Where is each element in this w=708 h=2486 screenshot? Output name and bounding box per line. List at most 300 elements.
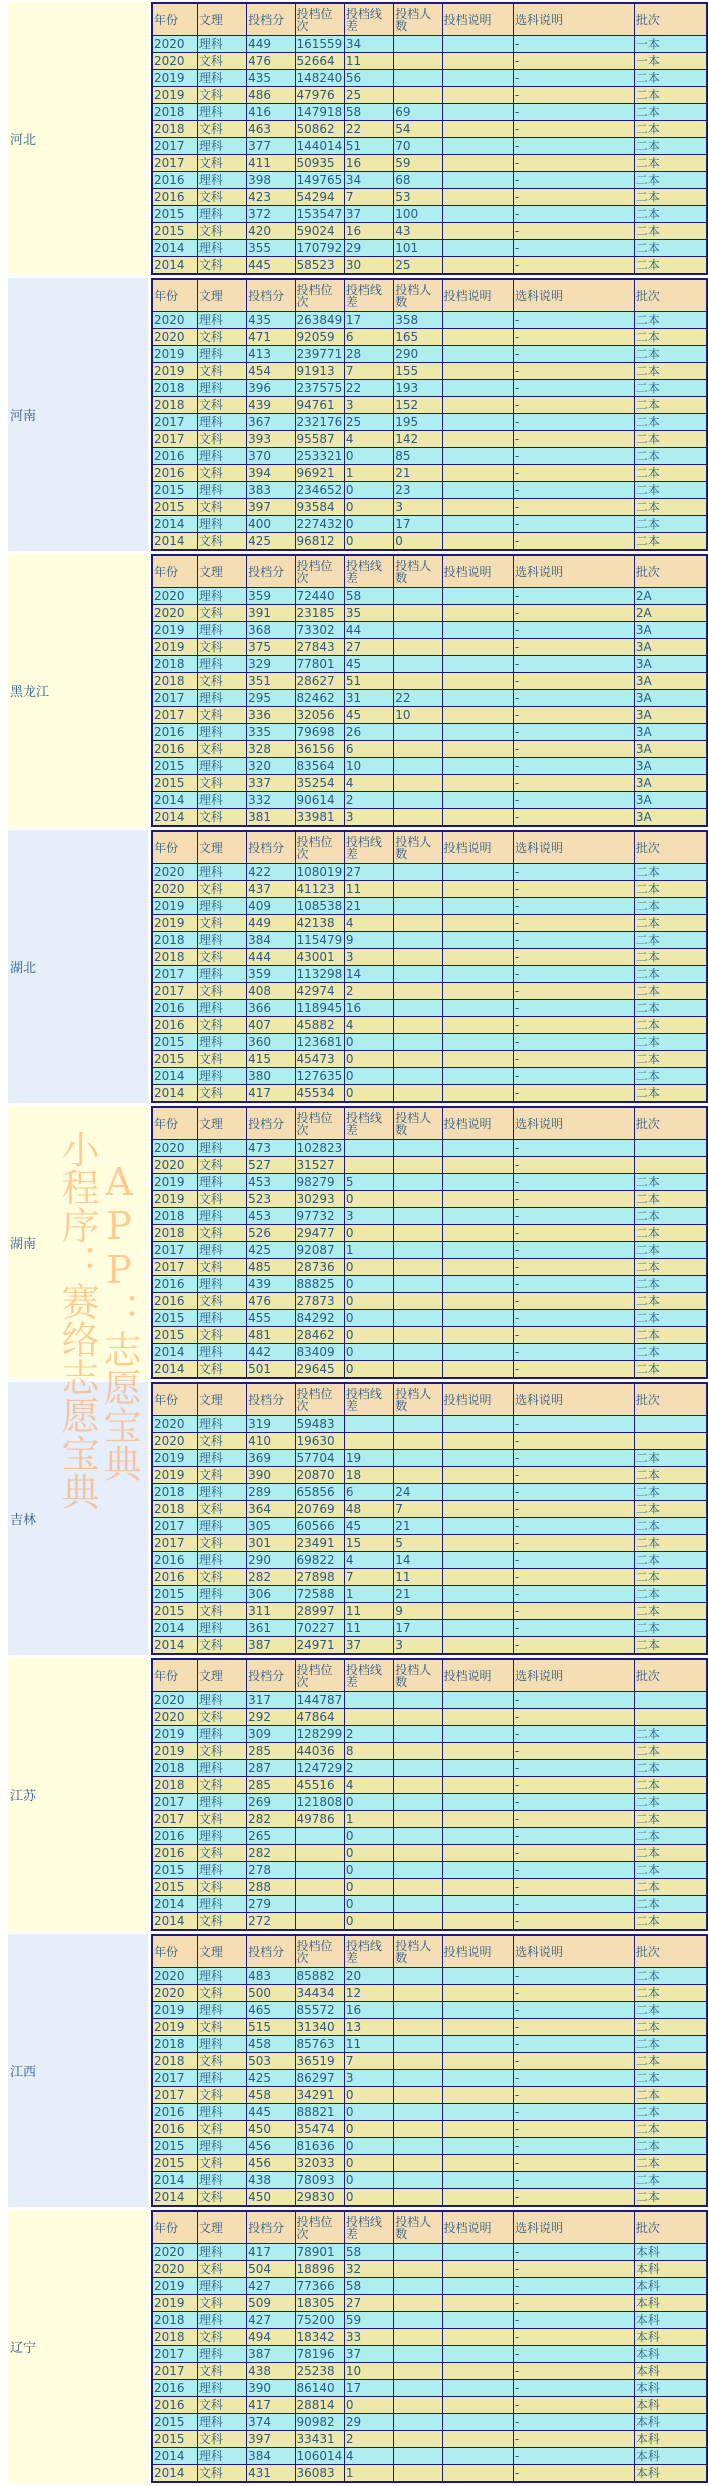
cell-subject-note: - xyxy=(514,1225,635,1242)
table-row xyxy=(152,1777,707,1794)
cell-rank: 86297 xyxy=(295,2070,344,2087)
cell-admitted-count: 100 xyxy=(394,206,442,223)
cell-subject-note: - xyxy=(514,1637,635,1655)
cell-score: 420 xyxy=(247,223,295,240)
cell-track: 文科 xyxy=(197,1913,246,1931)
cell-line-diff: 0 xyxy=(344,1034,393,1051)
cell-rank: 47976 xyxy=(295,87,344,104)
table-row xyxy=(152,707,707,724)
cell-subject-note: - xyxy=(514,1569,635,1586)
cell-line-diff: 4 xyxy=(344,915,393,932)
cell-admitted-count: 3 xyxy=(394,499,442,516)
cell-subject-note: - xyxy=(514,2155,635,2172)
cell-line-diff: 0 xyxy=(344,482,393,499)
cell-score: 380 xyxy=(247,1068,295,1085)
cell-rank xyxy=(295,1845,344,1862)
cell-subject-note: - xyxy=(514,1034,635,1051)
table-row xyxy=(152,1208,707,1225)
cell-admitted-count xyxy=(394,2363,442,2380)
column-header-score: 投档分 xyxy=(247,1107,295,1140)
cell-admission-note xyxy=(442,915,514,932)
cell-score: 439 xyxy=(247,1276,295,1293)
cell-batch: 二本 xyxy=(634,397,707,414)
cell-year: 2016 xyxy=(152,2104,197,2121)
cell-score: 476 xyxy=(247,53,295,70)
cell-score: 427 xyxy=(247,2278,295,2295)
cell-line-diff xyxy=(344,1416,393,1433)
cell-admission-note xyxy=(442,1692,514,1709)
table-row xyxy=(152,1225,707,1242)
column-header-score: 投档分 xyxy=(247,2211,295,2244)
cell-admission-note xyxy=(442,792,514,809)
column-header-admission-note: 投档说明 xyxy=(442,1659,514,1692)
cell-year: 2020 xyxy=(152,1416,197,1433)
cell-batch: 二本 xyxy=(634,1276,707,1293)
province-name: 辽宁 xyxy=(8,2210,148,2483)
cell-rank: 253321 xyxy=(295,448,344,465)
table-row xyxy=(152,1586,707,1603)
cell-admitted-count xyxy=(394,2002,442,2019)
cell-line-diff: 1 xyxy=(344,2465,393,2483)
cell-year: 2015 xyxy=(152,1327,197,1344)
cell-line-diff: 0 xyxy=(344,448,393,465)
cell-rank: 85882 xyxy=(295,1968,344,1985)
cell-year: 2015 xyxy=(152,206,197,223)
cell-subject-note: - xyxy=(514,1811,635,1828)
cell-track: 理科 xyxy=(197,1310,246,1327)
cell-track: 理科 xyxy=(197,758,246,775)
cell-line-diff: 11 xyxy=(344,1603,393,1620)
cell-year: 2017 xyxy=(152,2087,197,2104)
cell-admitted-count xyxy=(394,1157,442,1174)
table-row xyxy=(152,2155,707,2172)
cell-admitted-count xyxy=(394,2189,442,2207)
column-header-batch: 批次 xyxy=(634,279,707,312)
cell-year: 2015 xyxy=(152,499,197,516)
cell-track: 理科 xyxy=(197,898,246,915)
cell-subject-note: - xyxy=(514,588,635,605)
cell-rank: 45882 xyxy=(295,1017,344,1034)
cell-track: 理科 xyxy=(197,2312,246,2329)
cell-year: 2020 xyxy=(152,1692,197,1709)
cell-admission-note xyxy=(442,2431,514,2448)
cell-score: 425 xyxy=(247,1242,295,1259)
admission-score-table xyxy=(8,2,708,2486)
cell-year: 2016 xyxy=(152,1552,197,1569)
cell-admitted-count: 23 xyxy=(394,482,442,499)
cell-line-diff: 45 xyxy=(344,656,393,673)
cell-batch: 一本 xyxy=(634,36,707,53)
table-row xyxy=(152,639,707,656)
cell-track: 理科 xyxy=(197,966,246,983)
cell-subject-note: - xyxy=(514,1709,635,1726)
table-row xyxy=(152,1467,707,1484)
cell-batch: 二本 xyxy=(634,223,707,240)
cell-admission-note xyxy=(442,1777,514,1794)
cell-track: 文科 xyxy=(197,2121,246,2138)
cell-track: 理科 xyxy=(197,1000,246,1017)
cell-track: 文科 xyxy=(197,2295,246,2312)
cell-admission-note xyxy=(442,1743,514,1760)
cell-admission-note xyxy=(442,121,514,138)
cell-admission-note xyxy=(442,2121,514,2138)
cell-admission-note xyxy=(442,448,514,465)
cell-batch: 3A xyxy=(634,639,707,656)
cell-batch: 二本 xyxy=(634,1637,707,1655)
cell-subject-note: - xyxy=(514,2053,635,2070)
cell-admission-note xyxy=(442,690,514,707)
cell-year: 2019 xyxy=(152,346,197,363)
column-header-rank: 投档位次 xyxy=(295,1383,344,1416)
cell-batch: 3A xyxy=(634,724,707,741)
cell-batch: 二本 xyxy=(634,2036,707,2053)
table-row xyxy=(152,380,707,397)
cell-rank: 19630 xyxy=(295,1433,344,1450)
cell-subject-note: - xyxy=(514,2172,635,2189)
cell-line-diff: 0 xyxy=(344,1361,393,1379)
cell-batch: 本科 xyxy=(634,2380,707,2397)
cell-rank: 45534 xyxy=(295,1085,344,1103)
cell-admission-note xyxy=(442,533,514,551)
cell-subject-note: - xyxy=(514,724,635,741)
cell-subject-note: - xyxy=(514,1085,635,1103)
cell-batch: 二本 xyxy=(634,2155,707,2172)
cell-line-diff: 0 xyxy=(344,1276,393,1293)
cell-admission-note xyxy=(442,2397,514,2414)
cell-rank xyxy=(295,1913,344,1931)
cell-rank: 30293 xyxy=(295,1191,344,1208)
table-row xyxy=(152,206,707,223)
cell-track: 理科 xyxy=(197,1034,246,1051)
cell-year: 2015 xyxy=(152,482,197,499)
cell-admission-note xyxy=(442,1327,514,1344)
table-row xyxy=(152,431,707,448)
cell-admitted-count xyxy=(394,2380,442,2397)
table-row xyxy=(152,2261,707,2278)
cell-batch: 二本 xyxy=(634,2104,707,2121)
column-header-year: 年份 xyxy=(152,2211,197,2244)
column-header-track: 文理 xyxy=(197,3,246,36)
cell-rank: 52664 xyxy=(295,53,344,70)
cell-line-diff: 27 xyxy=(344,2295,393,2312)
table-row xyxy=(152,1276,707,1293)
table-row xyxy=(152,1552,707,1569)
cell-line-diff: 33 xyxy=(344,2329,393,2346)
cell-rank: 88821 xyxy=(295,2104,344,2121)
table-row xyxy=(152,2244,707,2261)
cell-track: 文科 xyxy=(197,1085,246,1103)
cell-rank: 92087 xyxy=(295,1242,344,1259)
cell-score: 383 xyxy=(247,482,295,499)
cell-score: 309 xyxy=(247,1726,295,1743)
column-header-admitted-count: 投档人数 xyxy=(394,1107,442,1140)
cell-subject-note: - xyxy=(514,1293,635,1310)
cell-year: 2018 xyxy=(152,2312,197,2329)
table-row xyxy=(152,138,707,155)
cell-admission-note xyxy=(442,1293,514,1310)
cell-line-diff: 0 xyxy=(344,1259,393,1276)
table-row xyxy=(152,36,707,53)
cell-year: 2017 xyxy=(152,1259,197,1276)
province-name: 湖北 xyxy=(8,830,148,1103)
cell-subject-note: - xyxy=(514,2363,635,2380)
table-row xyxy=(152,809,707,827)
table-header-row xyxy=(152,831,707,864)
cell-line-diff: 0 xyxy=(344,1085,393,1103)
cell-batch: 二本 xyxy=(634,380,707,397)
cell-admission-note xyxy=(442,36,514,53)
cell-score: 504 xyxy=(247,2261,295,2278)
cell-admitted-count: 7 xyxy=(394,1501,442,1518)
cell-rank: 85572 xyxy=(295,2002,344,2019)
cell-line-diff: 0 xyxy=(344,1327,393,1344)
column-header-line-diff: 投档线差 xyxy=(344,279,393,312)
cell-batch: 二本 xyxy=(634,1501,707,1518)
cell-line-diff: 58 xyxy=(344,2244,393,2261)
cell-rank: 144787 xyxy=(295,1692,344,1709)
cell-track: 文科 xyxy=(197,53,246,70)
cell-track: 文科 xyxy=(197,1051,246,1068)
cell-year: 2019 xyxy=(152,1174,197,1191)
table-row xyxy=(152,2172,707,2189)
cell-admitted-count xyxy=(394,1433,442,1450)
cell-batch: 本科 xyxy=(634,2414,707,2431)
cell-batch: 二本 xyxy=(634,1794,707,1811)
cell-admission-note xyxy=(442,864,514,881)
cell-admission-note xyxy=(442,53,514,70)
cell-year: 2019 xyxy=(152,2295,197,2312)
cell-admission-note xyxy=(442,2104,514,2121)
cell-rank: 144014 xyxy=(295,138,344,155)
cell-line-diff: 6 xyxy=(344,1484,393,1501)
cell-subject-note: - xyxy=(514,36,635,53)
cell-admitted-count xyxy=(394,2295,442,2312)
column-header-line-diff: 投档线差 xyxy=(344,555,393,588)
cell-batch: 二本 xyxy=(634,1760,707,1777)
cell-rank: 148240 xyxy=(295,70,344,87)
cell-line-diff: 31 xyxy=(344,690,393,707)
cell-year: 2016 xyxy=(152,1845,197,1862)
cell-batch: 二本 xyxy=(634,1191,707,1208)
cell-admission-note xyxy=(442,155,514,172)
cell-score: 290 xyxy=(247,1552,295,1569)
cell-line-diff: 0 xyxy=(344,1051,393,1068)
cell-track: 文科 xyxy=(197,2019,246,2036)
column-header-admitted-count: 投档人数 xyxy=(394,831,442,864)
cell-admitted-count xyxy=(394,622,442,639)
cell-score: 295 xyxy=(247,690,295,707)
cell-rank: 27898 xyxy=(295,1569,344,1586)
cell-admission-note xyxy=(442,1450,514,1467)
column-header-batch: 批次 xyxy=(634,1935,707,1968)
cell-subject-note: - xyxy=(514,1259,635,1276)
table-row xyxy=(152,741,707,758)
cell-admitted-count: 68 xyxy=(394,172,442,189)
cell-subject-note: - xyxy=(514,397,635,414)
cell-track: 文科 xyxy=(197,1467,246,1484)
column-header-year: 年份 xyxy=(152,279,197,312)
cell-track: 文科 xyxy=(197,189,246,206)
cell-line-diff: 32 xyxy=(344,2261,393,2278)
cell-admission-note xyxy=(442,1208,514,1225)
cell-batch: 二本 xyxy=(634,499,707,516)
cell-batch: 二本 xyxy=(634,1000,707,1017)
cell-admitted-count xyxy=(394,1985,442,2002)
cell-batch xyxy=(634,1140,707,1157)
cell-admitted-count xyxy=(394,87,442,104)
cell-rank: 97732 xyxy=(295,1208,344,1225)
cell-line-diff: 4 xyxy=(344,1552,393,1569)
cell-track: 理科 xyxy=(197,70,246,87)
cell-subject-note: - xyxy=(514,1433,635,1450)
cell-rank: 65856 xyxy=(295,1484,344,1501)
cell-admission-note xyxy=(442,656,514,673)
cell-admission-note xyxy=(442,87,514,104)
cell-batch: 二本 xyxy=(634,1450,707,1467)
cell-track: 理科 xyxy=(197,1968,246,1985)
cell-line-diff: 28 xyxy=(344,346,393,363)
cell-track: 文科 xyxy=(197,223,246,240)
cell-admitted-count xyxy=(394,605,442,622)
column-header-admission-note: 投档说明 xyxy=(442,831,514,864)
cell-batch: 3A xyxy=(634,741,707,758)
table-row xyxy=(152,2465,707,2483)
cell-admission-note xyxy=(442,1157,514,1174)
column-header-subject-note: 选科说明 xyxy=(514,1107,635,1140)
cell-track: 理科 xyxy=(197,1760,246,1777)
cell-year: 2018 xyxy=(152,121,197,138)
cell-subject-note: - xyxy=(514,172,635,189)
cell-batch: 二本 xyxy=(634,864,707,881)
cell-track: 文科 xyxy=(197,1811,246,1828)
cell-track: 文科 xyxy=(197,1225,246,1242)
cell-line-diff: 17 xyxy=(344,312,393,329)
cell-rank: 90982 xyxy=(295,2414,344,2431)
cell-score: 494 xyxy=(247,2329,295,2346)
cell-line-diff: 10 xyxy=(344,758,393,775)
province-name: 河南 xyxy=(8,278,148,551)
column-header-admitted-count: 投档人数 xyxy=(394,1383,442,1416)
cell-track: 文科 xyxy=(197,1603,246,1620)
cell-batch: 二本 xyxy=(634,1811,707,1828)
cell-subject-note: - xyxy=(514,1603,635,1620)
cell-line-diff: 1 xyxy=(344,1586,393,1603)
cell-score: 416 xyxy=(247,104,295,121)
cell-admission-note xyxy=(442,2295,514,2312)
cell-year: 2016 xyxy=(152,741,197,758)
cell-subject-note: - xyxy=(514,312,635,329)
cell-subject-note: - xyxy=(514,499,635,516)
cell-admitted-count xyxy=(394,70,442,87)
cell-line-diff: 15 xyxy=(344,1535,393,1552)
cell-admitted-count xyxy=(394,1828,442,1845)
cell-track: 文科 xyxy=(197,605,246,622)
cell-line-diff: 4 xyxy=(344,2448,393,2465)
cell-admission-note xyxy=(442,2087,514,2104)
cell-rank: 149765 xyxy=(295,172,344,189)
cell-year: 2015 xyxy=(152,1310,197,1327)
cell-admitted-count: 21 xyxy=(394,465,442,482)
cell-subject-note: - xyxy=(514,881,635,898)
cell-line-diff: 0 xyxy=(344,1293,393,1310)
cell-score: 435 xyxy=(247,70,295,87)
cell-line-diff: 6 xyxy=(344,329,393,346)
table-row xyxy=(152,1068,707,1085)
table-row xyxy=(152,2002,707,2019)
cell-admission-note xyxy=(442,257,514,275)
province-score-table xyxy=(151,1106,708,1379)
cell-track: 理科 xyxy=(197,1862,246,1879)
cell-batch: 二本 xyxy=(634,2121,707,2138)
cell-line-diff: 0 xyxy=(344,516,393,533)
column-header-score: 投档分 xyxy=(247,279,295,312)
cell-admission-note xyxy=(442,70,514,87)
cell-score: 458 xyxy=(247,2087,295,2104)
column-header-line-diff: 投档线差 xyxy=(344,831,393,864)
cell-admitted-count: 358 xyxy=(394,312,442,329)
cell-batch: 二本 xyxy=(634,915,707,932)
cell-batch: 二本 xyxy=(634,482,707,499)
cell-subject-note: - xyxy=(514,2189,635,2207)
column-header-score: 投档分 xyxy=(247,3,295,36)
cell-rank: 43001 xyxy=(295,949,344,966)
cell-year: 2015 xyxy=(152,1603,197,1620)
cell-score: 377 xyxy=(247,138,295,155)
column-header-rank: 投档位次 xyxy=(295,279,344,312)
cell-subject-note: - xyxy=(514,1310,635,1327)
cell-rank: 78093 xyxy=(295,2172,344,2189)
cell-rank: 72588 xyxy=(295,1586,344,1603)
cell-rank: 59024 xyxy=(295,223,344,240)
table-row xyxy=(152,656,707,673)
cell-rank: 102823 xyxy=(295,1140,344,1157)
cell-track: 文科 xyxy=(197,1327,246,1344)
cell-line-diff: 0 xyxy=(344,1225,393,1242)
cell-year: 2019 xyxy=(152,70,197,87)
cell-score: 481 xyxy=(247,1327,295,1344)
cell-year: 2016 xyxy=(152,1276,197,1293)
cell-admission-note xyxy=(442,1828,514,1845)
cell-admitted-count xyxy=(394,1416,442,1433)
cell-admission-note xyxy=(442,1191,514,1208)
cell-score: 515 xyxy=(247,2019,295,2036)
cell-track: 理科 xyxy=(197,1552,246,1569)
cell-batch: 二本 xyxy=(634,312,707,329)
table-header-row xyxy=(152,555,707,588)
cell-batch: 二本 xyxy=(634,1896,707,1913)
cell-subject-note: - xyxy=(514,1191,635,1208)
cell-rank: 92059 xyxy=(295,329,344,346)
cell-track: 理科 xyxy=(197,622,246,639)
cell-rank: 28814 xyxy=(295,2397,344,2414)
cell-batch: 一本 xyxy=(634,53,707,70)
cell-year: 2015 xyxy=(152,223,197,240)
cell-batch: 3A xyxy=(634,792,707,809)
cell-batch: 二本 xyxy=(634,431,707,448)
cell-year: 2017 xyxy=(152,155,197,172)
cell-subject-note: - xyxy=(514,70,635,87)
cell-line-diff: 0 xyxy=(344,2138,393,2155)
cell-admitted-count xyxy=(394,1051,442,1068)
cell-year: 2014 xyxy=(152,2172,197,2189)
table-row xyxy=(152,346,707,363)
cell-rank: 28736 xyxy=(295,1259,344,1276)
cell-track: 理科 xyxy=(197,1276,246,1293)
cell-subject-note: - xyxy=(514,257,635,275)
cell-batch: 本科 xyxy=(634,2363,707,2380)
cell-subject-note: - xyxy=(514,1879,635,1896)
cell-score: 500 xyxy=(247,1985,295,2002)
